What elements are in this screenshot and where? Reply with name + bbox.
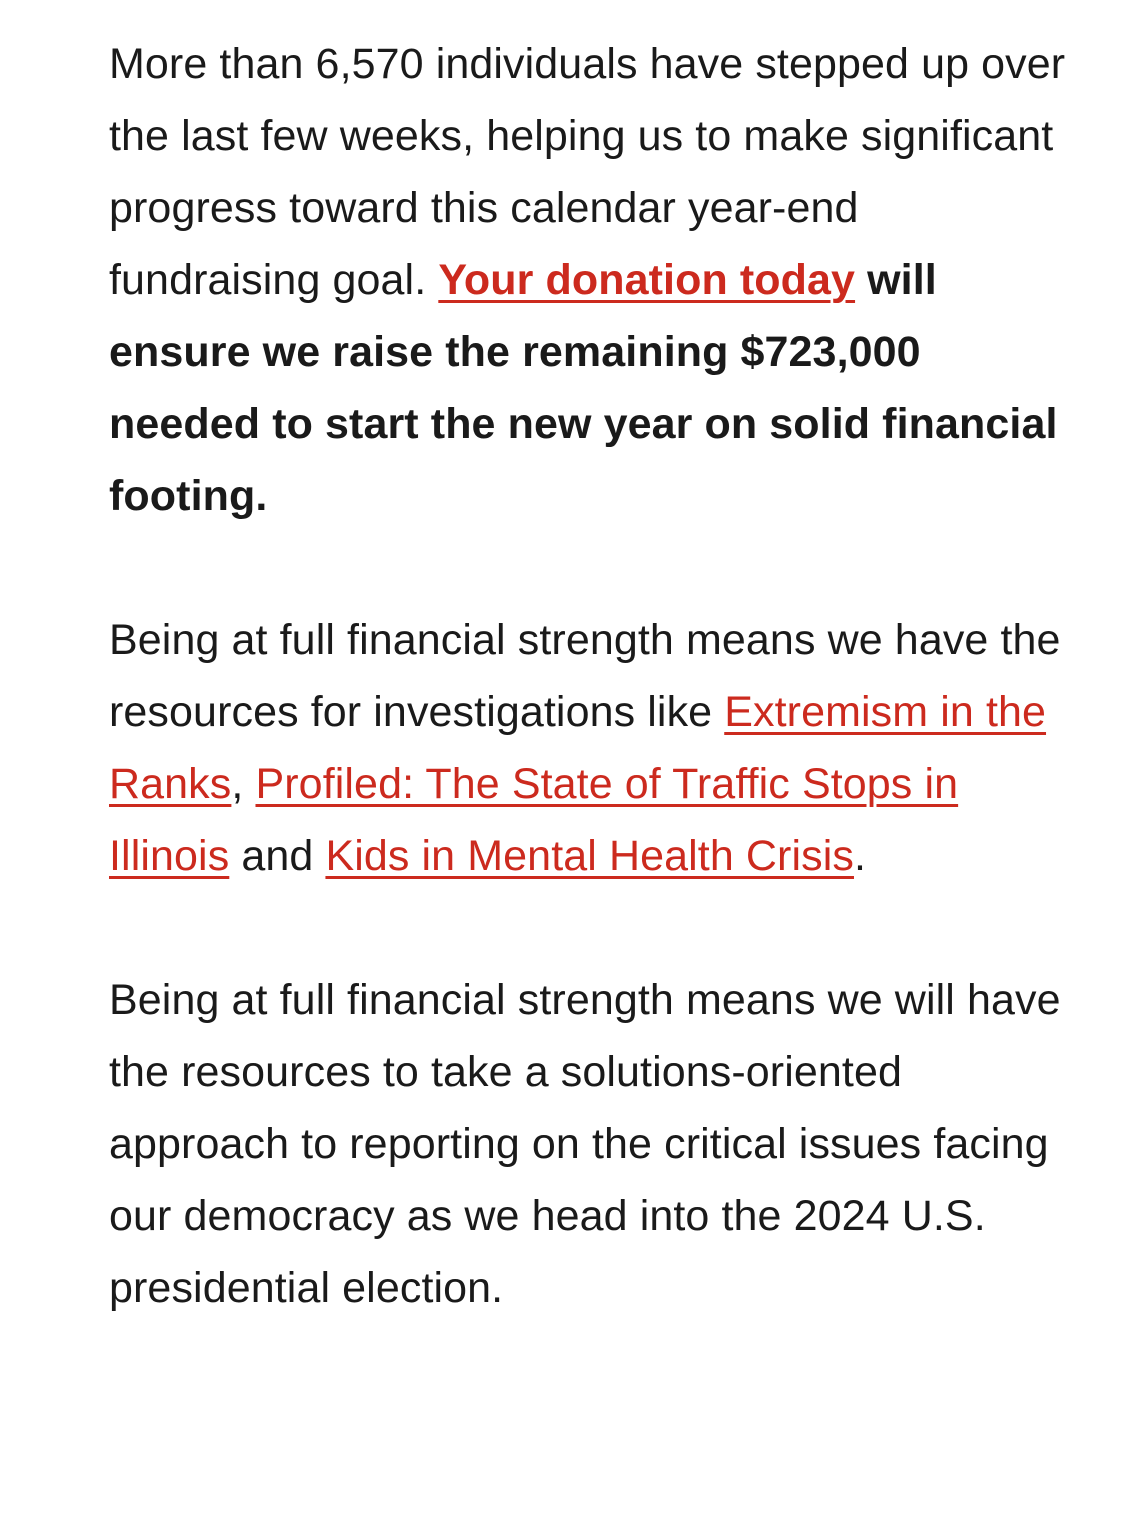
period: . bbox=[853, 832, 867, 880]
donation-appeal-text: will ensure we raise the remaining $723,000 needed to start the new year on solid financial footing. bbox=[109, 256, 1058, 520]
donation-link[interactable]: Your donation today bbox=[438, 256, 856, 304]
paragraph-progress bbox=[109, 28, 1069, 532]
investigations-intro-text: Being at full financial strength means we have the resources for investigations like bbox=[109, 616, 1061, 736]
and-text: and bbox=[241, 832, 314, 880]
paragraph-solutions bbox=[109, 964, 1069, 1324]
paragraph-investigations bbox=[109, 604, 1069, 892]
email-body bbox=[109, 28, 1069, 1324]
progress-text: More than 6,570 individuals have stepped up over the last few weeks, helping us to make significant progress toward this calendar year-end fundraising goal. bbox=[109, 40, 1066, 304]
comma-separator: , bbox=[231, 760, 244, 808]
kids-mental-health-crisis-link[interactable]: Kids in Mental Health Crisis bbox=[325, 832, 854, 880]
solutions-text: Being at full financial strength means we will have the resources to take a solutions-oriented approach to reporting on the critical issues facing our democracy as we head into the 2024 U.S. presidential election. bbox=[109, 976, 1061, 1312]
extremism-in-the-ranks-link[interactable]: Extremism in the Ranks bbox=[109, 688, 1047, 808]
profiled-traffic-stops-link[interactable]: Profiled: The State of Traffic Stops in Illinois bbox=[109, 760, 959, 880]
